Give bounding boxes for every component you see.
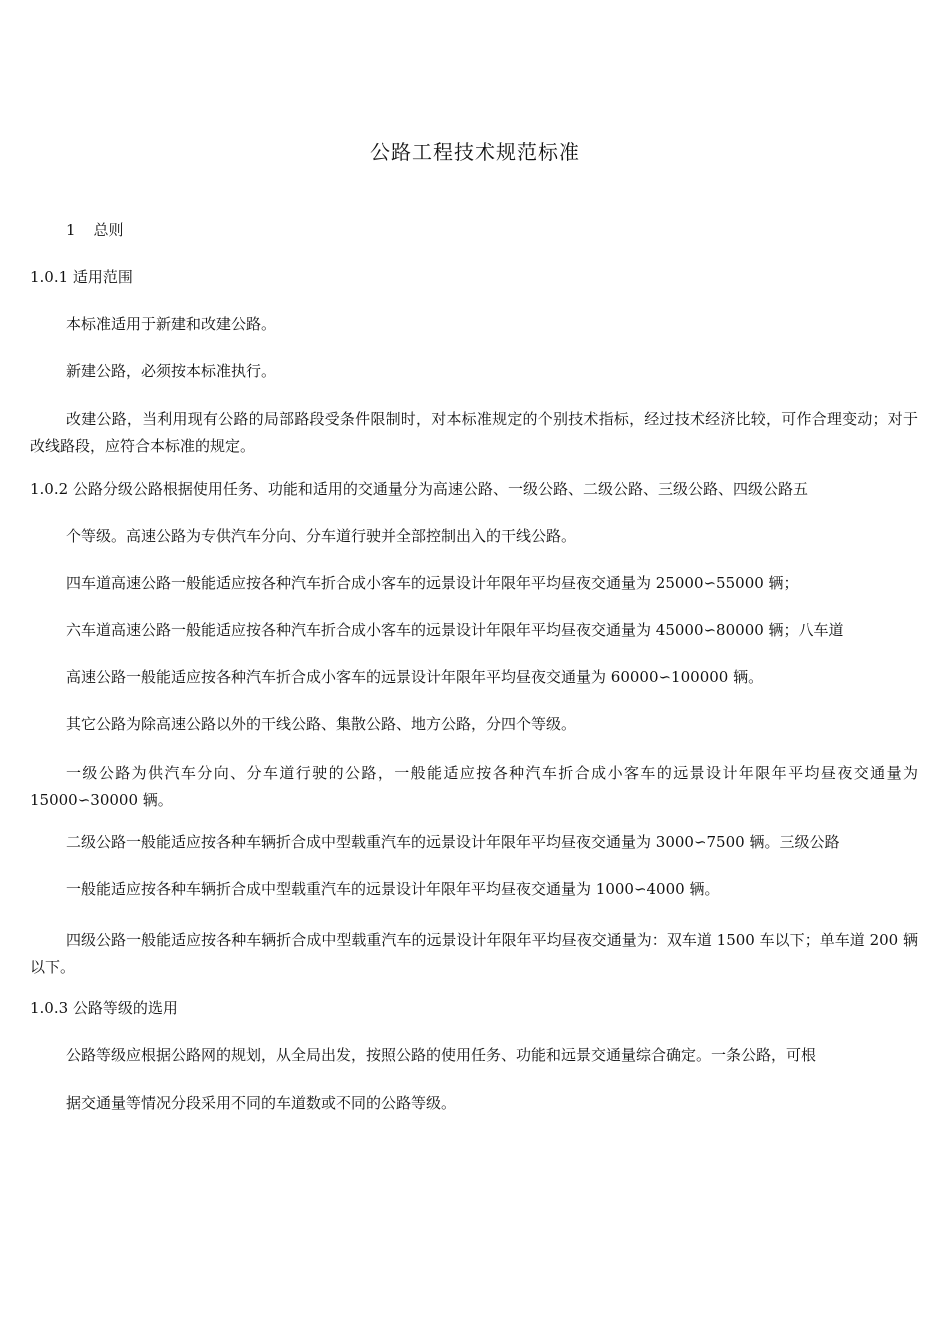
paragraph: 四车道高速公路一般能适应按各种汽车折合成小客车的远景设计年限年平均昼夜交通量为 25000∽55000 辆； — [66, 574, 799, 592]
paragraph: 个等级。高速公路为专供汽车分向、分车道行驶并全部控制出入的干线公路。 — [66, 527, 577, 545]
paragraph: 高速公路一般能适应按各种汽车折合成小客车的远景设计年限年平均昼夜交通量为 60000∽100000 辆。 — [66, 668, 764, 686]
document-title: 公路工程技术规范标准 — [370, 140, 580, 164]
paragraph: 公路等级应根据公路网的规划，从全局出发，按照公路的使用任务、功能和远景交通量综合确定。一条公路，可根 — [66, 1046, 817, 1064]
paragraph: 四级公路一般能适应按各种车辆折合成中型载重汽车的远景设计年限年平均昼夜交通量为：双车道 1500 车以下；单车道 200 辆以下。 — [30, 931, 918, 976]
paragraph: 一般能适应按各种车辆折合成中型载重汽车的远景设计年限年平均昼夜交通量为 1000∽4000 辆。 — [66, 880, 720, 898]
chapter-number: 1 — [66, 221, 76, 239]
paragraph: 六车道高速公路一般能适应按各种汽车折合成小客车的远景设计年限年平均昼夜交通量为 45000∽80000 辆；八车道 — [66, 621, 844, 639]
chapter-heading — [66, 220, 124, 240]
paragraph: 二级公路一般能适应按各种车辆折合成中型载重汽车的远景设计年限年平均昼夜交通量为 3000∽7500 辆。三级公路 — [66, 833, 840, 851]
section-1-0-3-heading: 1.0.3 公路等级的选用 — [30, 999, 178, 1017]
paragraph: 本标准适用于新建和改建公路。 — [66, 315, 277, 333]
paragraph: 一级公路为供汽车分向、分车道行驶的公路，一般能适应按各种汽车折合成小客车的远景设计年限年平均昼夜交通量为 15000∽30000 辆。 — [30, 764, 918, 809]
paragraph: 其它公路为除高速公路以外的干线公路、集散公路、地方公路，分四个等级。 — [66, 715, 577, 733]
section-1-0-2-heading: 1.0.2 公路分级公路根据使用任务、功能和适用的交通量分为高速公路、一级公路、二级公路、三级公路、四级公路五 — [30, 480, 808, 498]
section-1-0-1-heading: 1.0.1 适用范围 — [30, 268, 133, 286]
chapter-name: 总则 — [93, 221, 124, 239]
paragraph: 据交通量等情况分段采用不同的车道数或不同的公路等级。 — [66, 1094, 457, 1112]
paragraph: 新建公路，必须按本标准执行。 — [66, 362, 277, 380]
paragraph: 改建公路，当利用现有公路的局部路段受条件限制时，对本标准规定的个别技术指标，经过技术经济比较，可作合理变动；对于改线路段，应符合本标准的规定。 — [30, 410, 918, 455]
